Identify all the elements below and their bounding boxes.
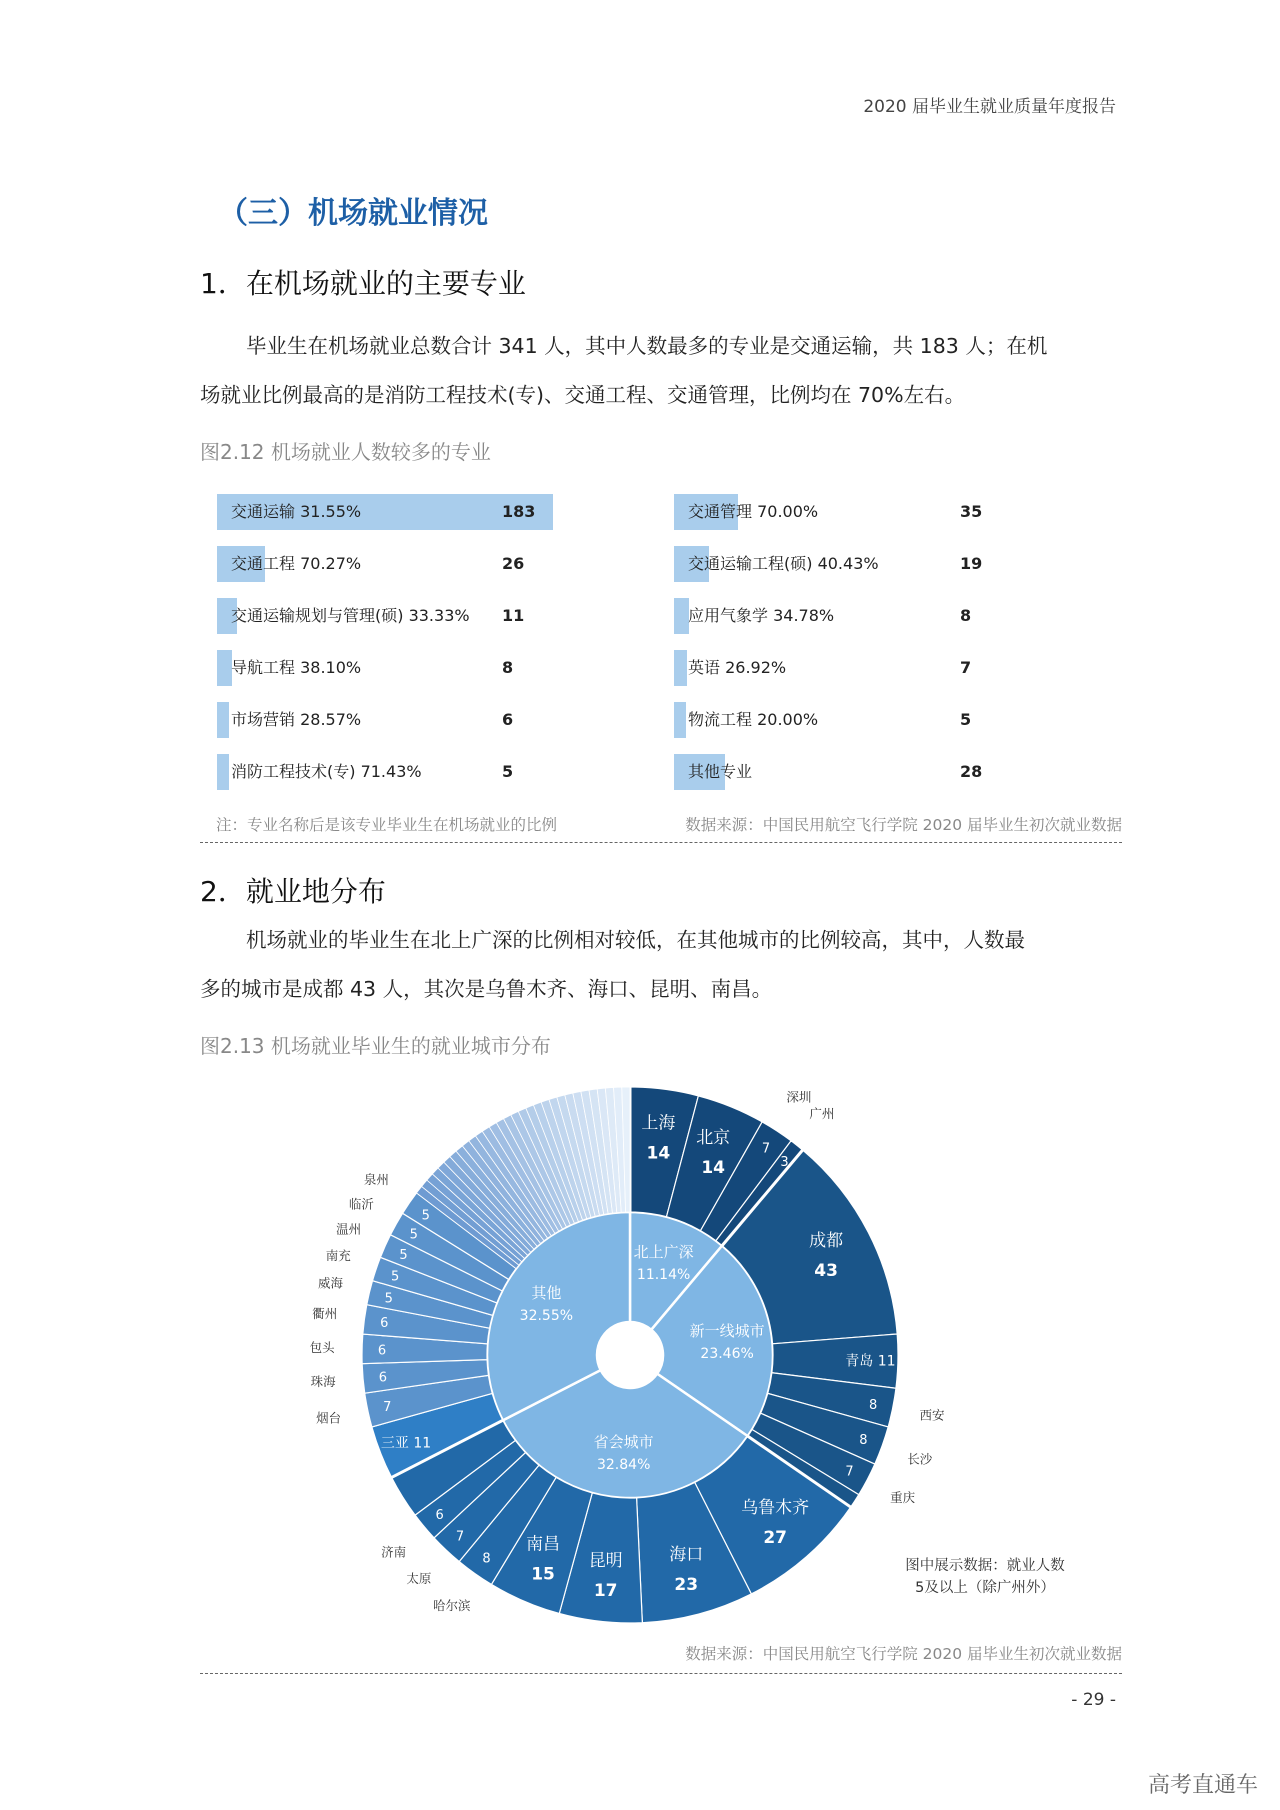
city-value-label: 14	[646, 1143, 671, 1164]
city-label: 深圳	[786, 1089, 812, 1105]
inner-segment-pct: 32.55%	[519, 1307, 574, 1324]
city-label: 珠海	[310, 1373, 336, 1389]
city-label: 长沙	[907, 1451, 933, 1467]
city-label: 哈尔滨	[432, 1598, 471, 1614]
city-label: 重庆	[890, 1490, 916, 1506]
data-source-cities: 数据来源：中国民用航空飞行学院 2020 届毕业生初次就业数据	[685, 1645, 1122, 1663]
bar-value-label: 19	[960, 554, 983, 573]
city-value-label: 8	[869, 1397, 878, 1413]
city-label: 包头	[309, 1339, 335, 1355]
bar-value-label: 26	[502, 554, 525, 573]
city-label: 太原	[406, 1571, 432, 1587]
inner-segment-label: 省会城市	[593, 1432, 654, 1451]
divider	[200, 1673, 1122, 1674]
chart-note: 注：专业名称后是该专业毕业生在机场就业的比例	[216, 816, 558, 834]
city-value-label: 23	[674, 1575, 699, 1596]
report-header: 2020 届毕业生就业质量年度报告	[863, 97, 1116, 117]
subsection-heading-majors: 1．在机场就业的主要专业	[200, 267, 526, 300]
city-label: 上海	[641, 1113, 676, 1134]
city-value-label: 7	[455, 1529, 465, 1545]
city-label: 威海	[317, 1275, 343, 1291]
sunburst-note-line: 图中展示数据：就业人数	[905, 1558, 1065, 1574]
city-value-label: 5	[399, 1248, 408, 1264]
city-label: 昆明	[588, 1551, 623, 1572]
bar-label: 交通运输规划与管理(硕) 33.33%	[231, 606, 470, 625]
paragraph-line: 机场就业的毕业生在北上广深的比例相对较低，在其他城市的比例较高，其中，人数最	[246, 928, 1025, 952]
city-value-label: 6	[377, 1343, 387, 1359]
bar-label: 交通工程 70.27%	[231, 554, 362, 573]
inner-segment-pct: 11.14%	[636, 1266, 691, 1283]
bar-label: 交通运输 31.55%	[231, 502, 362, 521]
city-label: 济南	[381, 1544, 407, 1560]
bar-value-label: 5	[960, 710, 972, 729]
city-label: 北京	[696, 1127, 731, 1148]
city-value-label: 5	[384, 1291, 393, 1307]
section-title: （三）机场就业情况	[218, 196, 488, 231]
city-value-label: 14	[701, 1157, 726, 1178]
city-value-label: 5	[390, 1269, 400, 1285]
inner-segment-pct: 23.46%	[700, 1345, 754, 1362]
city-label: 温州	[336, 1221, 362, 1237]
city-label: 衢州	[312, 1306, 338, 1322]
inner-segment-label: 北上广深	[633, 1242, 694, 1261]
paragraph-line: 场就业比例最高的是消防工程技术(专)、交通工程、交通管理，比例均在 70%左右。	[200, 383, 966, 407]
bar-label: 物流工程 20.00%	[688, 710, 819, 729]
city-label: 西安	[919, 1407, 945, 1423]
city-value-label: 6	[378, 1370, 388, 1386]
city-value-label: 27	[763, 1527, 788, 1548]
city-value-label: 6	[380, 1315, 389, 1331]
sunburst-note-line: 5及以上（除广州外）	[915, 1580, 1055, 1596]
city-value-label: 6	[435, 1507, 444, 1523]
bar-value-label: 6	[502, 710, 514, 729]
city-value-label: 5	[421, 1208, 430, 1224]
bar-label: 导航工程 38.10%	[231, 658, 362, 677]
bar-value-label: 183	[502, 502, 536, 521]
city-label: 泉州	[363, 1172, 389, 1188]
city-label: 乌鲁木齐	[741, 1497, 810, 1518]
bar-value-label: 7	[960, 658, 972, 677]
figure-caption-majors: 图2.12 机场就业人数较多的专业	[200, 440, 491, 464]
figure-caption-cities: 图2.13 机场就业毕业生的就业城市分布	[200, 1034, 551, 1058]
page-number: - 29 -	[1071, 1690, 1116, 1710]
bar-label: 应用气象学 34.78%	[688, 606, 835, 625]
watermark: 高考直通车	[1147, 1773, 1258, 1798]
city-label: 青岛 11	[845, 1353, 896, 1370]
city-label: 南充	[325, 1248, 351, 1264]
bar-value-label: 5	[502, 762, 514, 781]
subsection-heading-cities: 2．就业地分布	[200, 875, 386, 908]
city-value-label: 8	[859, 1432, 868, 1448]
bar-label: 英语 26.92%	[688, 658, 787, 677]
bar-label: 消防工程技术(专) 71.43%	[231, 762, 422, 781]
city-value-label: 7	[383, 1400, 392, 1416]
sunburst-center-hole	[597, 1322, 663, 1388]
city-value-label: 17	[593, 1581, 618, 1602]
bar-label: 交通管理 70.00%	[688, 502, 819, 521]
city-label: 海口	[669, 1545, 704, 1566]
city-value-label: 8	[482, 1551, 491, 1567]
paragraph-line: 多的城市是成都 43 人，其次是乌鲁木齐、海口、昆明、南昌。	[200, 977, 773, 1001]
city-value-label: 7	[761, 1141, 771, 1157]
paragraph-line: 毕业生在机场就业总数合计 341 人，其中人数最多的专业是交通运输，共 183 人；在机	[246, 334, 1048, 358]
bar-value-label: 11	[502, 606, 525, 625]
bar-label: 交通运输工程(硕) 40.43%	[688, 554, 879, 573]
bar-value-label: 8	[960, 606, 972, 625]
inner-segment-pct: 32.84%	[596, 1456, 651, 1473]
city-value-label: 7	[845, 1464, 854, 1480]
inner-segment-label: 其他	[531, 1283, 562, 1302]
city-value-label: 5	[409, 1227, 418, 1243]
city-label: 成都	[809, 1231, 844, 1252]
bar-value-label: 35	[960, 502, 983, 521]
data-source-majors: 数据来源：中国民用航空飞行学院 2020 届毕业生初次就业数据	[685, 816, 1122, 834]
city-label: 广州	[809, 1106, 835, 1122]
city-label: 临沂	[348, 1196, 374, 1212]
bar-value-label: 8	[502, 658, 514, 677]
sunburst-note	[900, 1555, 1070, 1599]
city-value-label: 15	[531, 1564, 555, 1585]
inner-segment-label: 新一线城市	[689, 1321, 765, 1340]
city-label: 南昌	[526, 1534, 561, 1555]
city-label: 烟台	[316, 1410, 342, 1426]
city-value-label: 43	[814, 1261, 838, 1282]
bar-label: 其他专业	[688, 762, 753, 781]
bar-value-label: 28	[960, 762, 983, 781]
city-label: 三亚 11	[380, 1435, 432, 1452]
bar-label: 市场营销 28.57%	[231, 710, 362, 729]
city-value-label: 3	[780, 1154, 789, 1170]
